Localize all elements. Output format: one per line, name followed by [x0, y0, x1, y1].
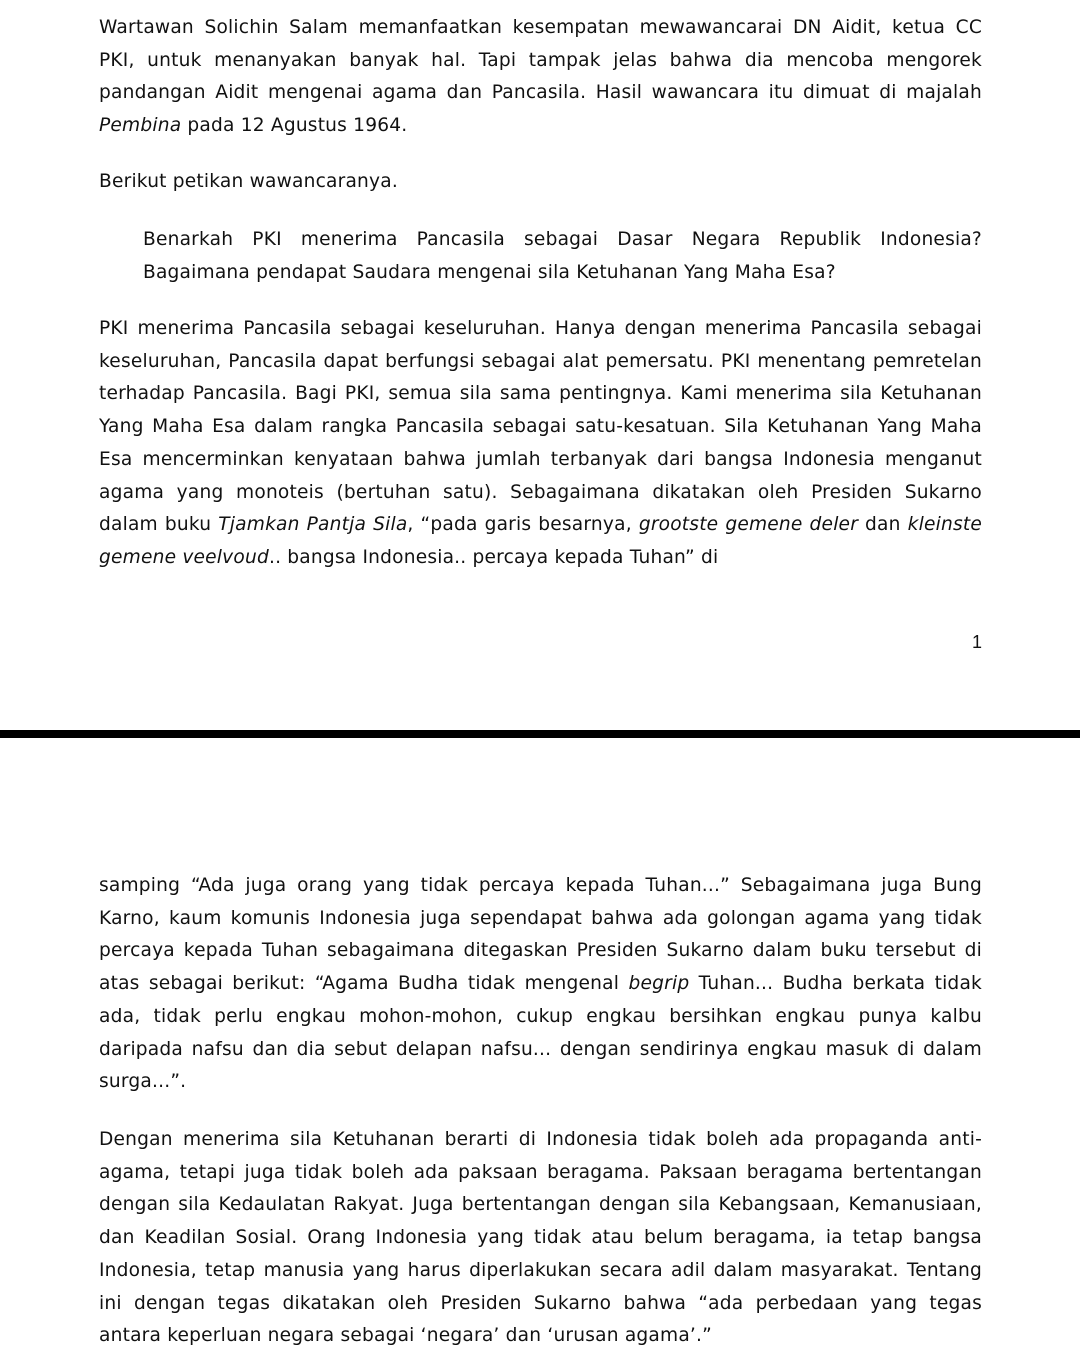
- continuation-italic-term: begrip: [628, 973, 690, 995]
- answer-text-4: .. bangsa Indonesia.. percaya kepada Tuhan” di: [268, 546, 719, 568]
- interview-question: Benarkah PKI menerima Pancasila sebagai Dasar Negara Republik Indonesia? Bagaimana pendapat Saudara mengenai sila Ketuhanan Yang Maha Esa?: [143, 229, 982, 283]
- page-number: 1: [971, 632, 982, 652]
- closing-paragraph: Dengan menerima sila Ketuhanan berarti di Indonesia tidak boleh ada propaganda anti-agama, tetapi juga tidak boleh ada paksaan beragama. Paksaan beragama bertentangan dengan sila Kedaulatan Rakyat. Juga bertentangan dengan sila Kebangsaan, Kemanusiaan, dan Keadilan Sosial. Orang Indonesia yang tidak atau belum beragama, ia tetap bangsa Indonesia, tetap manusia yang harus diperlakukan secara adil dalam masyarakat. Tentang ini dengan tegas dikatakan oleh Presiden Sukarno bahwa “ada perbedaan yang tegas antara keperluan negara sebagai ‘negara’ dan ‘urusan agama’.”: [99, 1129, 982, 1347]
- answer-italic-term-1: grootste gemene deler: [638, 514, 859, 536]
- intro-text-1: Wartawan Solichin Salam memanfaatkan kesempatan mewawancarai DN Aidit, ketua CC PKI, untuk menanyakan banyak hal. Tapi tampak jelas bahwa dia mencoba mengorek pandangan Aidit mengenai agama dan Pancasila. Hasil wawancara itu dimuat di majalah: [99, 17, 982, 104]
- answer-text-1: PKI menerima Pancasila sebagai keseluruhan. Hanya dengan menerima Pancasila sebagai keseluruhan, Pancasila dapat berfungsi sebagai alat pemersatu. PKI menentang pemretelan terhadap Pancasila. Bagi PKI, semua sila sama pentingnya. Kami menerima sila Ketuhanan Yang Maha Esa dalam rangka Pancasila sebagai satu-kesatuan. Sila Ketuhanan Yang Maha Esa mencerminkan kenyataan bahwa jumlah terbanyak dari bangsa Indonesia menganut agama yang monoteis (bertuhan satu). Sebagaimana dikatakan oleh Presiden Sukarno dalam buku: [99, 318, 982, 536]
- answer-book-title: Tjamkan Pantja Sila: [218, 514, 408, 536]
- continuation-text-1: samping “Ada juga orang yang tidak percaya kepada Tuhan...” Sebagaimana juga Bung Karno, kaum komunis Indonesia juga sependapat bahwa ada golongan agama yang tidak percaya kepada Tuhan sebagaimana ditegaskan Presiden Sukarno dalam buku tersebut di atas sebagai berikut: “Agama Budha tidak mengenal: [99, 875, 982, 995]
- answer-italic-term-2: kleinste gemene veelvoud: [99, 514, 982, 568]
- continuation-text-2: Tuhan... Budha berkata tidak ada, tidak perlu engkau mohon-mohon, cukup engkau bersihkan engkau punya kalbu daripada nafsu dan dia sebut delapan nafsu... dengan sendirinya engkau masuk di dalam surga...”.: [99, 973, 982, 1093]
- document-page-2: [0, 738, 1080, 1369]
- intro-text-2: pada 12 Agustus 1964.: [181, 115, 408, 137]
- continuation-paragraph: [99, 870, 982, 1099]
- lead-paragraph: Berikut petikan wawancaranya.: [99, 171, 398, 192]
- answer-paragraph: [99, 313, 982, 575]
- intro-magazine-title: Pembina: [99, 115, 182, 137]
- intro-paragraph: [99, 12, 982, 143]
- page-separator: [0, 730, 1080, 738]
- answer-text-2: , “pada garis besarnya,: [407, 514, 639, 536]
- answer-text-3: dan: [858, 514, 908, 536]
